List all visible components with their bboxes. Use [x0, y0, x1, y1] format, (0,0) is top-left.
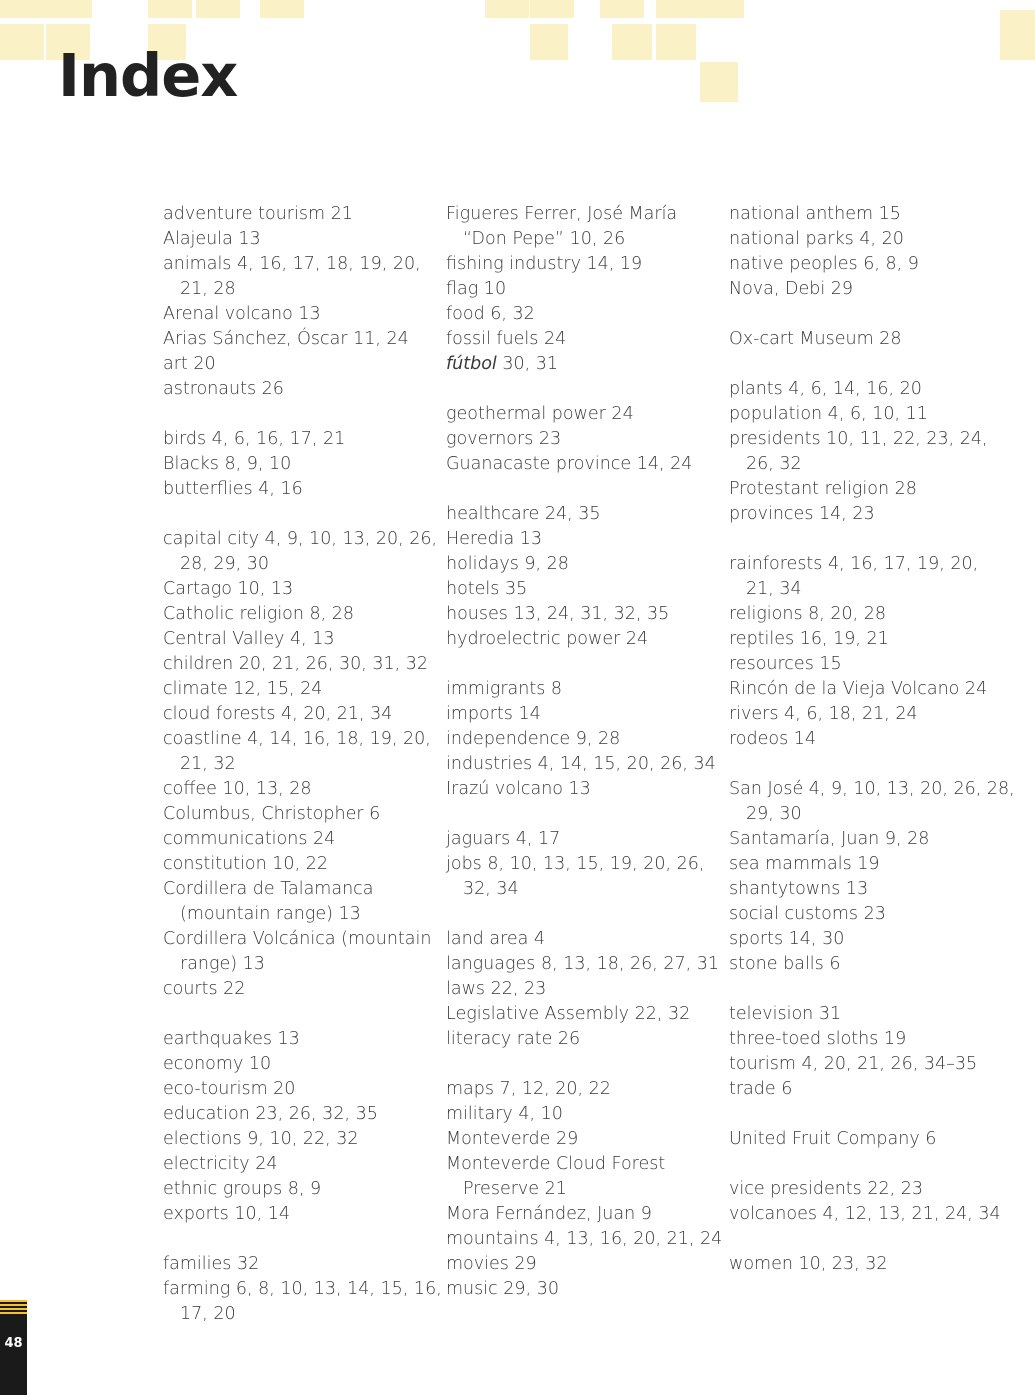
index-entry — [729, 727, 1019, 752]
index-entry — [163, 202, 453, 227]
index-entry-text: Santamaría, Juan 9, 28 — [729, 829, 930, 849]
index-entry — [446, 552, 736, 577]
section-gap — [446, 802, 736, 827]
index-entry-text: United Fruit Company 6 — [729, 1129, 937, 1149]
index-entry — [729, 652, 1019, 677]
index-entry — [163, 477, 453, 502]
index-entry-continuation: 21, 32 — [180, 754, 236, 774]
index-entry-continuation: range) 13 — [180, 954, 265, 974]
section-gap — [729, 1152, 1019, 1177]
index-entry-text: butterflies 4, 16 — [163, 479, 303, 499]
index-entry — [446, 702, 736, 727]
index-entry-text: languages 8, 13, 18, 26, 27, 31 — [446, 954, 720, 974]
index-entry — [446, 1152, 736, 1202]
index-entry — [729, 702, 1019, 727]
index-entry — [729, 777, 1019, 827]
index-entry — [729, 227, 1019, 252]
index-entry-text: sea mammals 19 — [729, 854, 880, 874]
index-entry — [163, 777, 453, 802]
index-entry-text: families 32 — [163, 1254, 260, 1274]
index-entry — [446, 852, 736, 902]
index-entry — [729, 827, 1019, 852]
index-column-1 — [163, 202, 453, 1327]
index-entry-text: fossil fuels 24 — [446, 329, 567, 349]
index-entry-text: volcanoes 4, 12, 13, 21, 24, 34 — [729, 1204, 1001, 1224]
index-entry — [446, 1077, 736, 1102]
index-entry — [163, 927, 453, 977]
index-entry-text: communications 24 — [163, 829, 336, 849]
index-entry — [729, 877, 1019, 902]
index-entry-text: mountains 4, 13, 16, 20, 21, 24 — [446, 1229, 723, 1249]
index-entry-text: exports 10, 14 — [163, 1204, 291, 1224]
index-entry — [446, 752, 736, 777]
index-entry — [729, 1077, 1019, 1102]
index-entry — [163, 1027, 453, 1052]
section-gap — [729, 752, 1019, 777]
index-entry-continuation: 21, 28 — [180, 279, 236, 299]
index-entry — [446, 1002, 736, 1027]
index-entry-text: Central Valley 4, 13 — [163, 629, 335, 649]
index-entry — [729, 477, 1019, 502]
index-entry-text: geothermal power 24 — [446, 404, 634, 424]
index-entry-text: native peoples 6, 8, 9 — [729, 254, 919, 274]
index-entry — [446, 527, 736, 552]
index-entry-text: Figueres Ferrer, José María — [446, 204, 678, 224]
index-entry — [163, 227, 453, 252]
index-entry-text: elections 9, 10, 22, 32 — [163, 1129, 359, 1149]
index-entry — [729, 252, 1019, 277]
index-entry-continuation: Preserve 21 — [463, 1179, 567, 1199]
index-entry-text: literacy rate 26 — [446, 1029, 581, 1049]
section-gap — [163, 1227, 453, 1252]
index-entry-text: fútbol 30, 31 — [446, 354, 559, 374]
index-entry — [446, 1227, 736, 1252]
section-gap — [163, 502, 453, 527]
index-entry — [163, 1252, 453, 1277]
index-entry — [163, 802, 453, 827]
index-entry — [446, 952, 736, 977]
index-entry — [446, 302, 736, 327]
index-entry — [446, 577, 736, 602]
index-entry-text: plants 4, 6, 14, 16, 20 — [729, 379, 922, 399]
index-entry — [446, 252, 736, 277]
index-entry — [446, 427, 736, 452]
index-entry — [163, 877, 453, 927]
index-entry-text: capital city 4, 9, 10, 13, 20, 26, — [163, 529, 438, 549]
index-entry-text: three-toed sloths 19 — [729, 1029, 907, 1049]
index-entry-text: houses 13, 24, 31, 32, 35 — [446, 604, 670, 624]
index-entry-text: tourism 4, 20, 21, 26, 34–35 — [729, 1054, 978, 1074]
index-entry — [446, 1252, 736, 1277]
section-gap — [446, 902, 736, 927]
index-entry — [446, 827, 736, 852]
index-entry — [163, 827, 453, 852]
section-gap — [729, 527, 1019, 552]
index-entry — [729, 377, 1019, 402]
index-entry-text: rodeos 14 — [729, 729, 817, 749]
accent-stripes — [0, 1300, 27, 1316]
index-entry-text: Protestant religion 28 — [729, 479, 917, 499]
section-gap — [163, 402, 453, 427]
index-entry — [446, 627, 736, 652]
index-entry-text: fishing industry 14, 19 — [446, 254, 643, 274]
index-entry — [729, 277, 1019, 302]
index-entry — [163, 852, 453, 877]
index-entry — [163, 1102, 453, 1127]
index-entry — [729, 677, 1019, 702]
index-entry-text: provinces 14, 23 — [729, 504, 875, 524]
index-entry-text: birds 4, 6, 16, 17, 21 — [163, 429, 346, 449]
index-entry-text: Mora Fernández, Juan 9 — [446, 1204, 652, 1224]
index-entry — [729, 602, 1019, 627]
index-entry-text: resources 15 — [729, 654, 842, 674]
index-entry-text: adventure tourism 21 — [163, 204, 353, 224]
index-entry — [163, 702, 453, 727]
index-entry — [163, 1277, 453, 1327]
index-entry-text: Arenal volcano 13 — [163, 304, 321, 324]
index-entry — [163, 1152, 453, 1177]
section-gap — [446, 377, 736, 402]
index-entry — [446, 1202, 736, 1227]
index-entry-text: Catholic religion 8, 28 — [163, 604, 355, 624]
index-entry-text: rivers 4, 6, 18, 21, 24 — [729, 704, 918, 724]
index-entry — [729, 1252, 1019, 1277]
index-entry — [446, 1277, 736, 1302]
index-entry-text: Monteverde Cloud Forest — [446, 1154, 666, 1174]
index-entry-text: Columbus, Christopher 6 — [163, 804, 381, 824]
index-entry-text: governors 23 — [446, 429, 562, 449]
index-entry — [729, 1027, 1019, 1052]
index-entry-text: women 10, 23, 32 — [729, 1254, 888, 1274]
index-entry — [446, 402, 736, 427]
index-entry — [163, 627, 453, 652]
index-entry-text: population 4, 6, 10, 11 — [729, 404, 928, 424]
index-entry — [729, 1002, 1019, 1027]
index-entry-continuation: 26, 32 — [746, 454, 802, 474]
index-entry — [446, 927, 736, 952]
index-entry — [163, 1202, 453, 1227]
index-entry — [163, 602, 453, 627]
index-entry — [163, 327, 453, 352]
index-entry-text: religions 8, 20, 28 — [729, 604, 887, 624]
page-title: Index — [58, 41, 238, 110]
index-entry — [163, 1052, 453, 1077]
index-entry — [446, 602, 736, 627]
index-column-3 — [729, 202, 1019, 1277]
index-entry-text: military 4, 10 — [446, 1104, 563, 1124]
section-gap — [729, 977, 1019, 1002]
index-entry-text: immigrants 8 — [446, 679, 563, 699]
index-entry-text: Nova, Debi 29 — [729, 279, 854, 299]
index-entry-text: Irazú volcano 13 — [446, 779, 591, 799]
index-entry — [163, 652, 453, 677]
index-entry — [729, 327, 1019, 352]
index-entry — [163, 427, 453, 452]
index-entry-text: ethnic groups 8, 9 — [163, 1179, 322, 1199]
index-entry-continuation: 17, 20 — [180, 1304, 236, 1324]
section-gap — [729, 352, 1019, 377]
index-entry-text: rainforests 4, 16, 17, 19, 20, — [729, 554, 979, 574]
index-entry — [729, 427, 1019, 477]
index-entry — [163, 452, 453, 477]
index-entry-text: vice presidents 22, 23 — [729, 1179, 924, 1199]
section-gap — [729, 1102, 1019, 1127]
index-entry — [163, 727, 453, 777]
index-entry-text: food 6, 32 — [446, 304, 535, 324]
index-entry — [729, 952, 1019, 977]
page-number: 48 — [4, 1336, 23, 1351]
index-entry-text: healthcare 24, 35 — [446, 504, 601, 524]
index-entry-text: flag 10 — [446, 279, 507, 299]
index-entry-text: Heredia 13 — [446, 529, 543, 549]
index-entry — [163, 302, 453, 327]
index-entry — [729, 1052, 1019, 1077]
index-entry-text: coastline 4, 14, 16, 18, 19, 20, — [163, 729, 431, 749]
index-column-2 — [446, 202, 736, 1302]
index-entry-text: Cartago 10, 13 — [163, 579, 294, 599]
index-entry-text: trade 6 — [729, 1079, 793, 1099]
index-entry-text: laws 22, 23 — [446, 979, 547, 999]
index-entry-text: hydroelectric power 24 — [446, 629, 649, 649]
section-gap — [163, 1002, 453, 1027]
index-entry-text: economy 10 — [163, 1054, 272, 1074]
index-entry — [446, 727, 736, 752]
index-entry-text: national anthem 15 — [729, 204, 901, 224]
index-entry — [729, 852, 1019, 877]
index-entry-text: farming 6, 8, 10, 13, 14, 15, 16, — [163, 1279, 442, 1299]
index-entry-text: animals 4, 16, 17, 18, 19, 20, — [163, 254, 421, 274]
index-entry-text: Alajeula 13 — [163, 229, 261, 249]
index-entry — [163, 252, 453, 302]
index-entry-text: jaguars 4, 17 — [446, 829, 561, 849]
index-entry — [729, 927, 1019, 952]
index-entry — [729, 402, 1019, 427]
index-entry-text: music 29, 30 — [446, 1279, 559, 1299]
index-entry — [729, 1177, 1019, 1202]
index-entry — [163, 977, 453, 1002]
index-entry-text: jobs 8, 10, 13, 15, 19, 20, 26, — [446, 854, 705, 874]
index-entry-text: eco-tourism 20 — [163, 1079, 296, 1099]
index-entry-text: social customs 23 — [729, 904, 886, 924]
index-entry-text: land area 4 — [446, 929, 546, 949]
index-entry — [729, 502, 1019, 527]
index-entry-text: constitution 10, 22 — [163, 854, 328, 874]
index-entry — [446, 202, 736, 252]
index-entry-text: courts 22 — [163, 979, 246, 999]
index-entry-text: coffee 10, 13, 28 — [163, 779, 312, 799]
index-entry — [446, 977, 736, 1002]
index-entry-text: art 20 — [163, 354, 216, 374]
index-entry-text: cloud forests 4, 20, 21, 34 — [163, 704, 393, 724]
index-entry-continuation: (mountain range) 13 — [180, 904, 361, 924]
index-entry-text: independence 9, 28 — [446, 729, 621, 749]
index-entry-text: television 31 — [729, 1004, 842, 1024]
index-entry — [446, 1027, 736, 1052]
section-gap — [729, 302, 1019, 327]
index-entry — [729, 202, 1019, 227]
section-gap — [729, 1227, 1019, 1252]
index-entry-continuation: “Don Pepe” 10, 26 — [463, 229, 626, 249]
index-entry-text: movies 29 — [446, 1254, 537, 1274]
index-entry-continuation: 29, 30 — [746, 804, 802, 824]
index-entry-text: Monteverde 29 — [446, 1129, 579, 1149]
index-entry-text: Arias Sánchez, Óscar 11, 24 — [163, 329, 409, 349]
index-entry-text: children 20, 21, 26, 30, 31, 32 — [163, 654, 429, 674]
index-entry-text: earthquakes 13 — [163, 1029, 300, 1049]
index-entry — [163, 1177, 453, 1202]
index-entry — [729, 902, 1019, 927]
index-entry-text: presidents 10, 11, 22, 23, 24, — [729, 429, 988, 449]
index-entry-text: maps 7, 12, 20, 22 — [446, 1079, 611, 1099]
index-entry-text: stone balls 6 — [729, 954, 841, 974]
index-entry-continuation: 32, 34 — [463, 879, 519, 899]
index-entry-text: Rincón de la Vieja Volcano 24 — [729, 679, 988, 699]
index-entry — [446, 502, 736, 527]
index-entry-text: national parks 4, 20 — [729, 229, 904, 249]
index-entry — [446, 452, 736, 477]
index-entry-text: reptiles 16, 19, 21 — [729, 629, 889, 649]
index-entry-text: sports 14, 30 — [729, 929, 845, 949]
index-entry — [163, 377, 453, 402]
index-entry — [163, 1127, 453, 1152]
index-entry — [446, 327, 736, 352]
section-gap — [446, 477, 736, 502]
index-entry-text: electricity 24 — [163, 1154, 278, 1174]
index-entry-text: education 23, 26, 32, 35 — [163, 1104, 378, 1124]
index-entry — [446, 352, 736, 377]
index-entry — [729, 627, 1019, 652]
index-entry-text: San José 4, 9, 10, 13, 20, 26, 28, — [729, 779, 1015, 799]
index-entry-text: Legislative Assembly 22, 32 — [446, 1004, 691, 1024]
index-entry-text: hotels 35 — [446, 579, 528, 599]
index-entry-text: astronauts 26 — [163, 379, 284, 399]
index-entry-text: Cordillera Volcánica (mountain — [163, 929, 432, 949]
index-entry-continuation: 28, 29, 30 — [180, 554, 270, 574]
index-entry — [163, 527, 453, 577]
index-entry — [446, 1102, 736, 1127]
index-entry — [163, 577, 453, 602]
index-entry — [729, 552, 1019, 602]
index-entry-text: imports 14 — [446, 704, 541, 724]
section-gap — [446, 652, 736, 677]
index-entry — [163, 352, 453, 377]
index-entry-text: Guanacaste province 14, 24 — [446, 454, 693, 474]
index-entry-text: holidays 9, 28 — [446, 554, 569, 574]
index-entry — [163, 1077, 453, 1102]
index-entry — [446, 777, 736, 802]
index-entry-text: Blacks 8, 9, 10 — [163, 454, 292, 474]
index-entry — [446, 677, 736, 702]
section-gap — [446, 1052, 736, 1077]
index-entry-text: climate 12, 15, 24 — [163, 679, 323, 699]
index-entry — [163, 677, 453, 702]
index-entry-text: industries 4, 14, 15, 20, 26, 34 — [446, 754, 716, 774]
index-entry — [729, 1127, 1019, 1152]
index-entry — [729, 1202, 1019, 1227]
index-entry-text: shantytowns 13 — [729, 879, 869, 899]
index-entry — [446, 1127, 736, 1152]
index-entry — [446, 277, 736, 302]
index-entry-text: Cordillera de Talamanca — [163, 879, 374, 899]
index-entry-text: Ox-cart Museum 28 — [729, 329, 902, 349]
index-entry-continuation: 21, 34 — [746, 579, 802, 599]
